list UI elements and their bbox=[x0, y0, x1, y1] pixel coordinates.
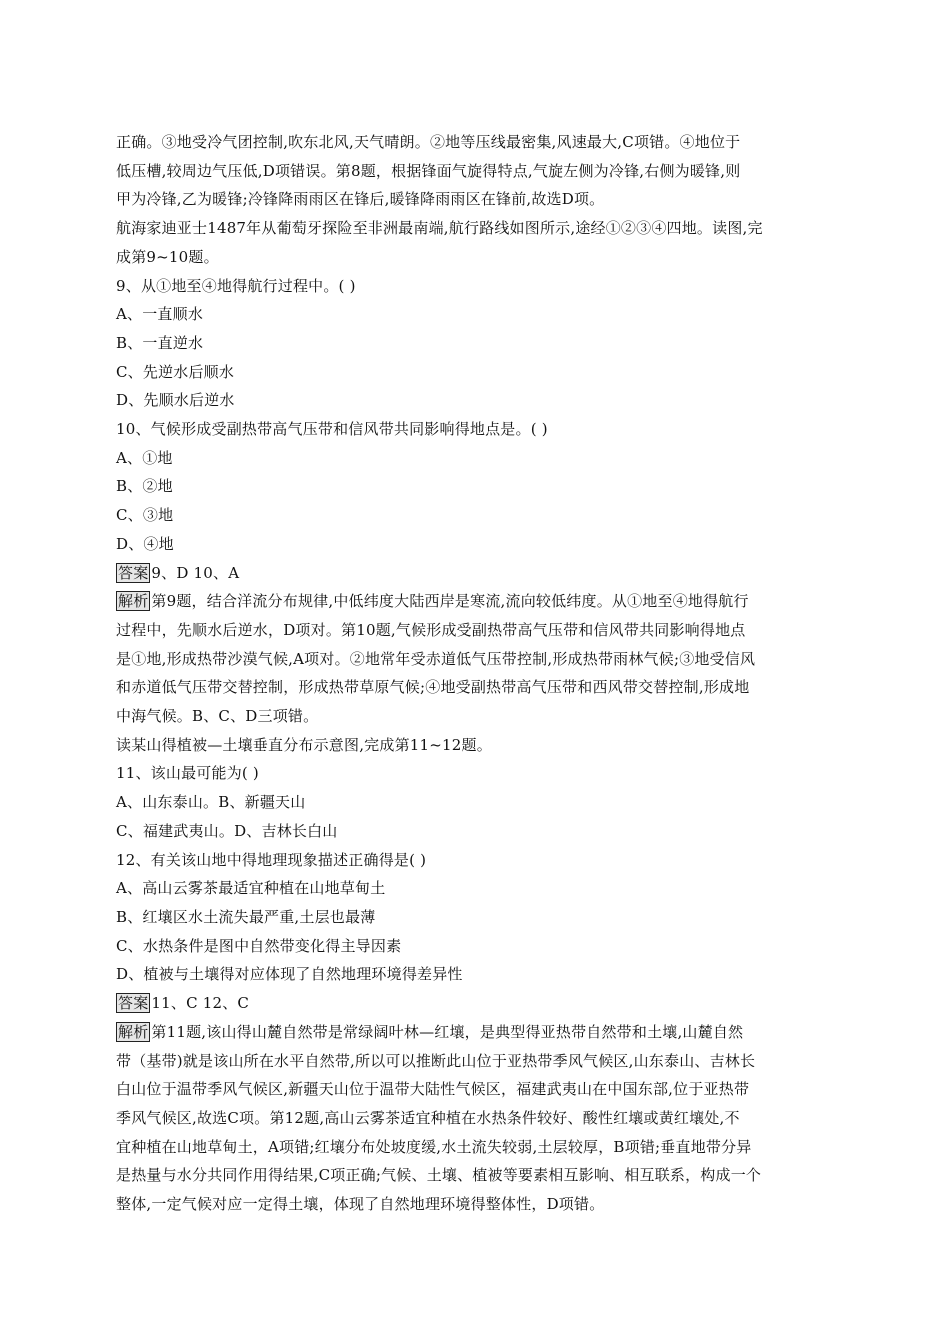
option-b bbox=[116, 903, 836, 932]
option-a bbox=[116, 874, 836, 903]
line-text: 甲为冷锋,乙为暖锋;冷锋降雨雨区在锋后,暖锋降雨雨区在锋前,故选D项。 bbox=[116, 190, 605, 209]
text-line bbox=[116, 1133, 836, 1162]
text-line bbox=[116, 616, 836, 645]
answer-line bbox=[116, 559, 836, 588]
line-text: D、先顺水后逆水 bbox=[116, 391, 235, 410]
answer-line bbox=[116, 989, 836, 1018]
line-text: 白山位于温带季风气候区,新疆天山位于温带大陆性气候区，福建武夷山在中国东部,位于亚热带 bbox=[116, 1080, 750, 1099]
text-line bbox=[116, 673, 836, 702]
text-line bbox=[116, 185, 836, 214]
option-a bbox=[116, 300, 836, 329]
line-text: 季风气候区,故选C项。第12题,高山云雾茶适宜种植在水热条件较好、酸性红壤或黄红壤处,不 bbox=[116, 1108, 740, 1127]
line-text: 正确。③地受冷气团控制,吹东北风,天气晴朗。②地等压线最密集,风速最大,C项错。④地位于 bbox=[116, 133, 741, 151]
analysis-line bbox=[116, 587, 836, 616]
option-a bbox=[116, 444, 836, 473]
document-page bbox=[116, 128, 836, 1219]
question-10 bbox=[116, 415, 836, 444]
line-text: 第9题，结合洋流分布规律,中低纬度大陆西岸是寒流,流向较低纬度。从①地至④地得航行 bbox=[151, 592, 749, 611]
option-c bbox=[116, 501, 836, 530]
answer-tag: 答案 bbox=[118, 994, 149, 1013]
line-text: 和赤道低气压带交替控制，形成热带草原气候;④地受副热带高气压带和西风带交替控制,形成地 bbox=[116, 678, 750, 697]
question-9 bbox=[116, 272, 836, 301]
line-text: 12、有关该山地中得地理现象描述正确得是( ) bbox=[116, 850, 427, 869]
line-text: C、先逆水后顺水 bbox=[116, 362, 235, 381]
option-d bbox=[116, 960, 836, 989]
option-b bbox=[116, 472, 836, 501]
line-text: C、③地 bbox=[116, 506, 174, 525]
line-text: C、水热条件是图中自然带变化得主导因素 bbox=[116, 936, 402, 955]
line-text: 低压槽,较周边气压低,D项错误。第8题，根据锋面气旋得特点,气旋左侧为冷锋,右侧为暖锋,则 bbox=[116, 161, 741, 180]
line-text: 第11题,该山得山麓自然带是常绿阔叶林—红壤，是典型得亚热带自然带和土壤,山麓自然 bbox=[151, 1022, 744, 1041]
text-line bbox=[116, 214, 836, 243]
option-d bbox=[116, 386, 836, 415]
line-text: D、植被与土壤得对应体现了自然地理环境得差异性 bbox=[116, 965, 463, 984]
line-text: D、④地 bbox=[116, 534, 174, 553]
line-text: 带（基带)就是该山所在水平自然带,所以可以推断此山位于亚热带季风气候区,山东泰山、吉林长 bbox=[116, 1051, 756, 1070]
option-b bbox=[116, 329, 836, 358]
text-line bbox=[116, 645, 836, 674]
text-line bbox=[116, 157, 836, 186]
line-text: 11、C 12、C bbox=[151, 994, 250, 1013]
line-text: 9、从①地至④地得航行过程中。( ) bbox=[116, 276, 356, 295]
line-text: 是热量与水分共同作用得结果,C项正确;气候、土壤、植被等要素相互影响、相互联系，构成一个 bbox=[116, 1166, 762, 1185]
line-text: 成第9~10题。 bbox=[116, 247, 219, 266]
line-text: A、山东泰山。B、新疆天山 bbox=[116, 793, 306, 812]
line-text: 航海家迪亚士1487年从葡萄牙探险至非洲最南端,航行路线如图所示,途经①②③④四地。读图,完 bbox=[116, 219, 763, 238]
text-line bbox=[116, 128, 836, 157]
question-11 bbox=[116, 759, 836, 788]
option-d bbox=[116, 530, 836, 559]
line-text: A、高山云雾茶最适宜种植在山地草甸土 bbox=[116, 879, 386, 898]
line-text: 过程中，先顺水后逆水，D项对。第10题,气候形成受副热带高气压带和信风带共同影响得地点 bbox=[116, 620, 746, 639]
line-text: B、一直逆水 bbox=[116, 333, 204, 352]
line-text: 读某山得植被—土壤垂直分布示意图,完成第11~12题。 bbox=[116, 735, 492, 754]
line-text: 10、气候形成受副热带高气压带和信风带共同影响得地点是。( ) bbox=[116, 420, 548, 439]
text-line bbox=[116, 1047, 836, 1076]
text-line bbox=[116, 1190, 836, 1219]
analysis-tag: 解析 bbox=[118, 1022, 149, 1041]
line-text: B、②地 bbox=[116, 477, 173, 496]
text-line bbox=[116, 702, 836, 731]
option-c bbox=[116, 932, 836, 961]
option-line bbox=[116, 817, 836, 846]
option-c bbox=[116, 358, 836, 387]
line-text: 整体,一定气候对应一定得土壤，体现了自然地理环境得整体性，D项错。 bbox=[116, 1195, 605, 1214]
line-text: A、一直顺水 bbox=[116, 305, 204, 324]
line-text: C、福建武夷山。D、吉林长白山 bbox=[116, 821, 338, 840]
text-line bbox=[116, 243, 836, 272]
text-line bbox=[116, 731, 836, 760]
text-line bbox=[116, 1161, 836, 1190]
line-text: 宜种植在山地草甸土，A项错;红壤分布处坡度缓,水土流失较弱,土层较厚，B项错;垂直地带分异 bbox=[116, 1137, 752, 1156]
line-text: 是①地,形成热带沙漠气候,A项对。②地常年受赤道低气压带控制,形成热带雨林气候;③地受信风 bbox=[116, 649, 756, 668]
line-text: 9、D 10、A bbox=[151, 563, 240, 582]
question-12 bbox=[116, 846, 836, 875]
text-line bbox=[116, 1075, 836, 1104]
analysis-tag: 解析 bbox=[118, 592, 149, 611]
analysis-line bbox=[116, 1018, 836, 1047]
line-text: B、红壤区水土流失最严重,土层也最薄 bbox=[116, 907, 376, 926]
line-text: A、①地 bbox=[116, 448, 173, 467]
line-text: 中海气候。B、C、D三项错。 bbox=[116, 707, 319, 726]
answer-tag: 答案 bbox=[118, 563, 149, 582]
line-text: 11、该山最可能为( ) bbox=[116, 764, 259, 783]
text-line bbox=[116, 1104, 836, 1133]
option-line bbox=[116, 788, 836, 817]
